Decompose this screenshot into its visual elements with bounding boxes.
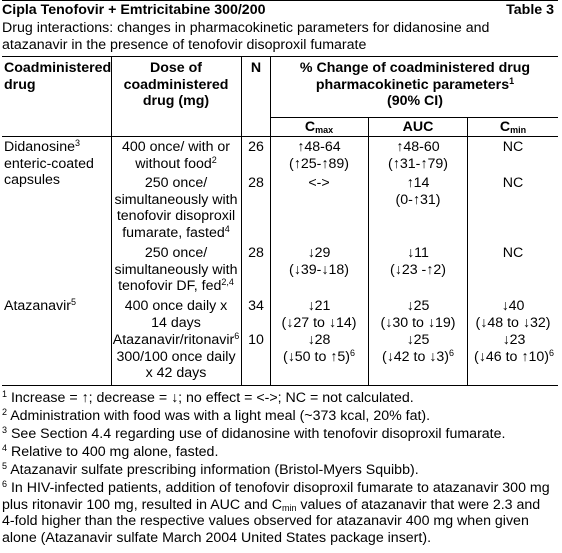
title-row — [2, 2, 558, 19]
row2-cmin: NC — [502, 175, 524, 191]
top-rule — [2, 0, 558, 1]
cmin-sub: min — [510, 125, 527, 135]
footnote-ref: 2,4 — [221, 277, 234, 288]
col-header-n: N — [250, 60, 262, 76]
col-header-drug: Coadministered drug — [4, 60, 112, 93]
table-bottom-rule — [2, 385, 558, 386]
cmax-c: C — [304, 119, 316, 135]
row3-cmax — [270, 245, 368, 278]
dose-line: simultaneously with — [114, 261, 238, 278]
footnote-text: 4-fold higher than the respective values observed for atazanavir 400 mg when given — [2, 513, 529, 530]
row1-cmin: NC — [502, 139, 524, 155]
drug-atazanavir — [4, 298, 110, 315]
dose-line: 250 once/ — [144, 245, 208, 261]
footnote-marker: 6 — [2, 479, 8, 489]
footnote-marker: 2 — [2, 407, 8, 417]
row4-n: 34 — [248, 298, 264, 314]
ci-line: (↓46 to ↑10) — [474, 348, 549, 365]
row1-dose — [112, 139, 240, 172]
ci-line: (↓50 to ↑5) — [282, 348, 350, 365]
ci-line: (↓42 to ↓3) — [381, 348, 449, 365]
footnote-ref: 4 — [224, 223, 230, 234]
footnote-ref: 6 — [449, 347, 455, 358]
drug-name-line: Didanosine — [4, 139, 75, 155]
footnote-text: plus ritonavir 100 mg, resulted in AUC and C — [2, 496, 282, 513]
row5-dose — [112, 332, 240, 382]
footnote-ref: 3 — [75, 138, 81, 148]
drug-name-line: capsules — [4, 172, 60, 189]
footnote-text: See Section 4.4 regarding use of didanosine with tenofovir disoproxil fumarate. — [10, 426, 506, 442]
value-line: ↑48-60 — [396, 139, 440, 155]
value-line: ↓25 — [406, 332, 430, 348]
cmax-sub: max — [315, 125, 334, 135]
footnote-text: Increase = ↑; decrease = ↓; no effect = <->; NC = not calculated. — [10, 390, 414, 406]
footnote-2 — [2, 408, 556, 425]
ci-line: (↓27 to ↓14) — [281, 314, 357, 331]
row2-n: 28 — [248, 175, 264, 191]
row5-n: 10 — [248, 332, 264, 348]
ci-line: (0-↑31) — [395, 191, 441, 208]
drug-didanosine — [4, 139, 110, 189]
col-header-change-label: % Change of coadministered drug pharmacokinetic parameters — [299, 60, 531, 93]
value-line: ↓23 — [502, 332, 526, 348]
dose-line: 300/100 once daily — [116, 348, 236, 365]
ci-line: (↓39-↓18) — [289, 261, 349, 278]
row4-dose — [112, 298, 240, 331]
col-header-ci: (90% CI) — [387, 93, 443, 110]
footnote-ref: 6 — [234, 331, 240, 341]
value-line: ↑48-64 — [297, 139, 341, 155]
ci-line: (↑31-↑79) — [388, 155, 448, 172]
row2-dose — [112, 175, 240, 241]
col-header-dose: Dose of coadministered drug (mg) — [123, 60, 229, 110]
footnote-marker: 3 — [2, 425, 8, 435]
row4-cmin — [468, 298, 558, 331]
footnote-ref: 6 — [350, 347, 356, 358]
footnote-marker: 5 — [2, 461, 8, 471]
dose-line: 14 days — [151, 314, 201, 331]
col-header-auc: AUC — [402, 119, 434, 135]
row3-dose — [112, 245, 240, 295]
row5-cmax — [270, 332, 368, 365]
footnote-marker: 1 — [2, 389, 8, 399]
value-line: ↑14 — [406, 175, 430, 191]
row4-auc — [369, 298, 467, 331]
row5-cmin — [468, 332, 560, 365]
dose-line: simultaneously with — [114, 191, 238, 208]
row1-n: 26 — [248, 139, 264, 155]
dose-line: 250 once/ — [144, 175, 208, 191]
footnote-text: Relative to 400 mg alone, fasted. — [10, 444, 219, 460]
footnote-text: Administration with food was with a light meal (~373 kcal, 20% fat). — [10, 408, 431, 424]
drug-name-line: Atazanavir — [4, 298, 72, 314]
col-header-cmin — [468, 119, 558, 136]
footnote-3 — [2, 426, 556, 443]
footnote-text: In HIV-infected patients, addition of tenofovir disoproxil fumarate to atazanavir 300 mg — [10, 480, 550, 496]
footnote-1 — [2, 390, 556, 407]
value-line: ↓40 — [501, 298, 525, 314]
cmin-sub: min — [281, 502, 297, 513]
footnote-5 — [2, 462, 556, 479]
subheader-rule — [270, 117, 558, 118]
footnote-ref: 5 — [71, 297, 77, 307]
ci-line: (↓30 to ↓19) — [380, 314, 456, 331]
footnote-text: alone (Atazanavir sulfate March 2004 United States package insert). — [2, 529, 432, 546]
dose-line: tenofovir disoproxil — [116, 208, 236, 225]
row1-auc — [369, 139, 467, 172]
row2-cmax: <-> — [308, 175, 330, 191]
footnote-marker: 4 — [2, 443, 8, 453]
row3-cmin: NC — [502, 245, 524, 261]
value-line: ↓25 — [406, 298, 430, 314]
dose-line: fumarate, fasted — [122, 224, 225, 241]
col-header-change — [274, 60, 556, 110]
footnote-ref: 6 — [548, 347, 554, 358]
dose-line: tenofovir DF, fed — [118, 278, 222, 295]
value-line: ↓29 — [307, 245, 331, 261]
ci-line: (↑25-↑89) — [289, 155, 349, 172]
cmin-c: C — [499, 119, 511, 135]
col-header-cmax — [270, 119, 368, 136]
row2-auc — [369, 175, 467, 208]
dose-line: without food — [135, 155, 212, 172]
footnote-ref: 2 — [211, 154, 217, 165]
value-line: ↓11 — [407, 245, 429, 261]
row5-auc — [369, 332, 467, 365]
header-bottom-rule — [2, 136, 558, 137]
footnote-4 — [2, 444, 556, 461]
footnote-6 — [2, 480, 556, 546]
dose-line: x 42 days — [145, 365, 207, 382]
ci-line: (↓48 to ↓32) — [475, 314, 551, 331]
dose-line: Atazanavir/ritonavir — [112, 332, 235, 348]
footnote-text: Atazanavir sulfate prescribing information (Bristol-Myers Squibb). — [10, 462, 419, 478]
footnote-text: values of atazanavir that were 2.3 and — [296, 496, 541, 513]
ci-line: (↓23 -↑2) — [390, 261, 446, 278]
value-line: ↓21 — [307, 298, 331, 314]
row3-n: 28 — [248, 245, 264, 261]
value-line: ↓28 — [307, 332, 331, 348]
header-top-rule — [2, 56, 558, 57]
drug-name-line: enteric-coated — [4, 155, 94, 172]
product-title: Cipla Tenofovir + Emtricitabine 300/200 — [2, 2, 266, 18]
row4-cmax — [270, 298, 368, 331]
footnote-ref: 1 — [509, 75, 515, 86]
dose-line: 400 once/ with or — [121, 139, 231, 155]
dose-line: 400 once daily x — [124, 298, 228, 314]
table-caption: Drug interactions: changes in pharmacokinetic parameters for didanosine and atazanavir in the presence of tenofovir disoproxil fumarate — [2, 20, 490, 53]
table-number: Table 3 — [506, 2, 554, 18]
row3-auc — [369, 245, 467, 278]
row1-cmax — [270, 139, 368, 172]
